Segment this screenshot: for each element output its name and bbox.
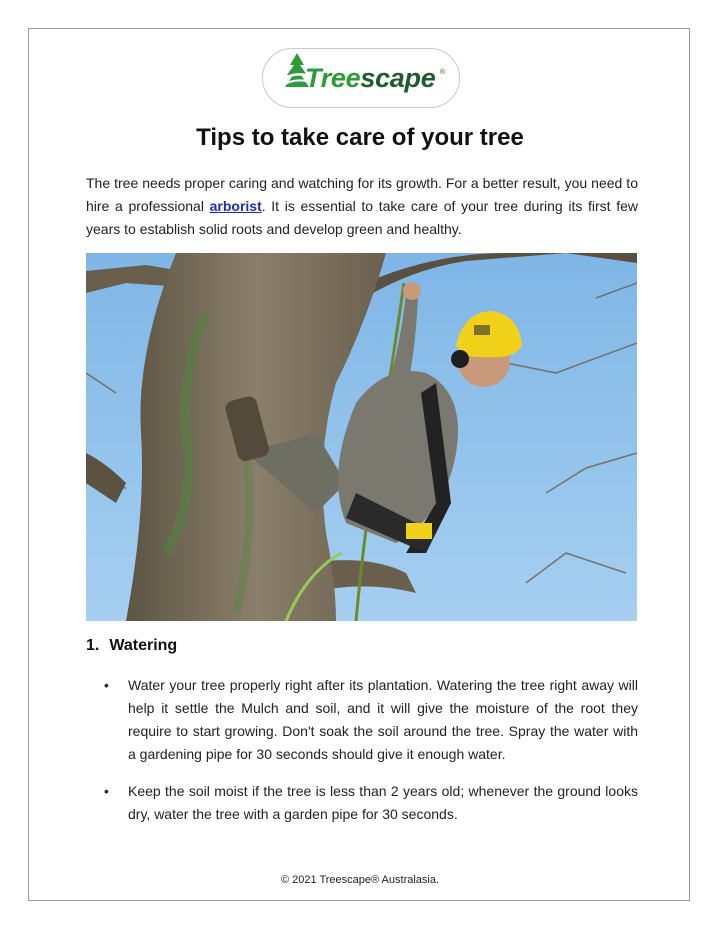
list-item (104, 780, 638, 826)
list-item (104, 674, 638, 766)
watering-tips-list (104, 674, 638, 840)
bullet-text: Keep the soil moist if the tree is less than 2 years old; whenever the ground looks dry, water the tree with a garden pipe for 30 seconds. (128, 783, 638, 822)
section-heading-watering: 1. Watering (86, 637, 178, 654)
copyright-footer: © 2021 Treescape® Australasia. (280, 874, 440, 886)
bullet-dot-icon: • (104, 677, 109, 693)
bullet-dot-icon: • (104, 783, 109, 799)
treescape-logo (262, 48, 460, 108)
logo-wordmark: Treescape (305, 63, 436, 93)
logo-registered-mark: ® (439, 69, 445, 76)
arborist-climbing-photo (86, 253, 637, 621)
bullet-text: Water your tree properly right after its plantation. Watering the tree right away will help it settle the Mulch and soil, and it will give the moisture of the root they require to start growing. Don't soak the soil around the tree. Spray the water with a gardening pipe for 30 seconds should give it enough water. (128, 677, 638, 762)
page-title: Tips to take care of your tree (196, 124, 524, 151)
arborist-link[interactable]: arborist (209, 198, 262, 214)
intro-paragraph: The tree needs proper caring and watching for its growth. For a better result, you need to hire a professional arborist. It is essential to take care of your tree during its first few years to establish solid roots and develop green and healthy. (86, 175, 638, 237)
